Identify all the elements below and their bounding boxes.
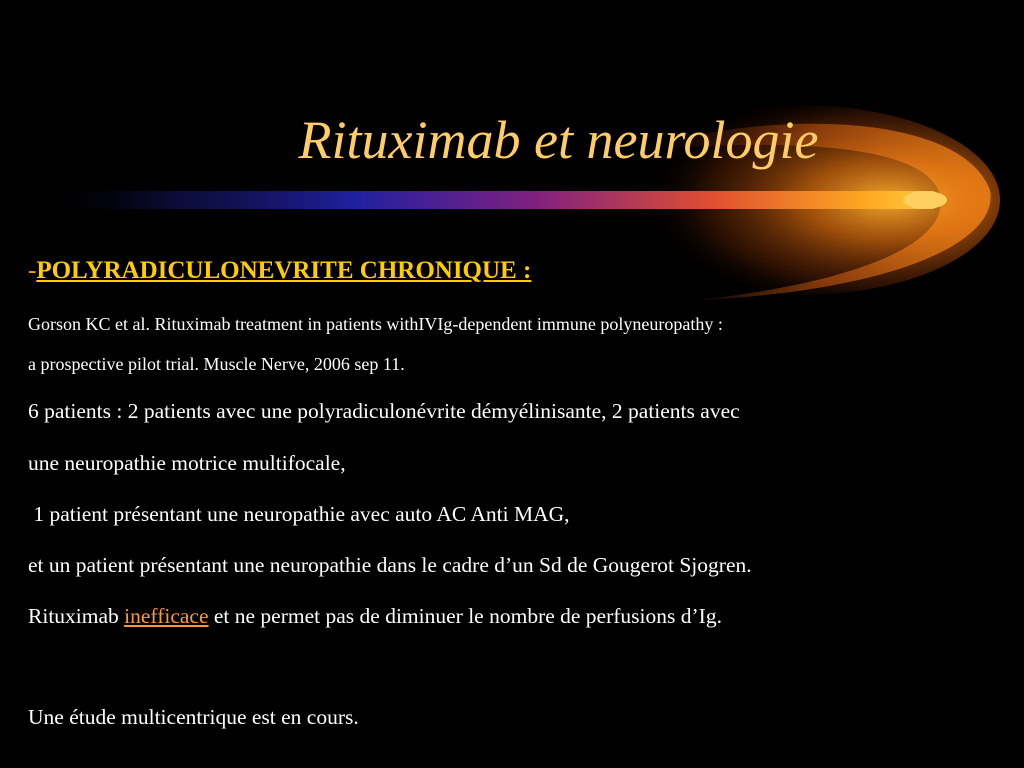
section-heading	[28, 254, 531, 288]
body-line-5-prefix: Rituximab	[28, 604, 125, 628]
heading-dash: -	[28, 257, 37, 284]
comet-head-shape	[903, 191, 947, 209]
body-line-3: 1 patient présentant une neuropathie avec auto AC Anti MAG,	[28, 502, 570, 526]
inefficace-link[interactable]: inefficace	[124, 604, 209, 628]
comet-tail-shape	[40, 191, 940, 209]
reference-line-1: Gorson KC et al. Rituximab treatment in patients withIVIg-dependent immune polyneuropathy :	[28, 314, 723, 334]
body-line-2: une neuropathie motrice multifocale,	[28, 451, 346, 475]
body-line-5	[28, 602, 722, 630]
body-line-4: et un patient présentant une neuropathie dans le cadre d’un Sd de Gougerot Sjogren.	[28, 553, 752, 577]
slide-title: Rituximab et neurologie	[298, 110, 819, 170]
reference-line-2: a prospective pilot trial. Muscle Nerve, 2006 sep 11.	[28, 354, 405, 374]
body-line-6: Une étude multicentrique est en cours.	[28, 705, 359, 729]
heading-link[interactable]: POLYRADICULONEVRITE CHRONIQUE :	[36, 257, 532, 284]
body-line-1: 6 patients : 2 patients avec une polyradiculonévrite démyélinisante, 2 patients avec	[28, 399, 740, 423]
body-line-5-suffix: et ne permet pas de diminuer le nombre de perfusions d’Ig.	[208, 604, 722, 628]
